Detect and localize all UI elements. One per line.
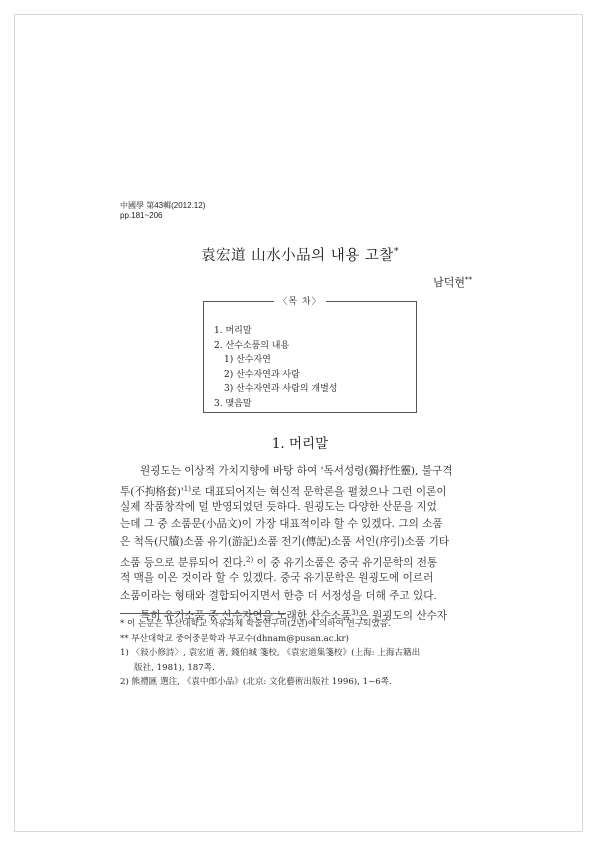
- body-line-text: 은 원굉도의 산수자: [358, 610, 448, 623]
- toc-subitem: 3) 산수자연과 사람의 개별성: [224, 384, 338, 395]
- body-line: [120, 481, 482, 499]
- footnote-ref: 3): [351, 609, 359, 618]
- journal-issue: 中國學 第43輯(2012.12): [120, 201, 206, 210]
- article-title: [0, 244, 600, 265]
- footnote-affiliation: ** 부산대학교 중어중문학과 부교수(dhnam@pusan.ac.kr): [120, 633, 349, 644]
- body-line-text: 특히 유기소품 중 산수자연을 노래한 산수소품: [140, 610, 352, 623]
- toc-item: 2. 산수소품의 내용: [214, 340, 290, 351]
- body-paragraphs: [120, 463, 482, 623]
- body-line: [120, 552, 482, 570]
- body-line: 은 척독(尺牘)소품 유기(游記)소품 전기(傳記)소품 서인(序引)소품 기타: [120, 536, 450, 549]
- journal-header: [120, 201, 205, 221]
- toc-subitem: 2) 산수자연과 사람: [224, 369, 300, 380]
- page-range: pp.181~206: [120, 211, 163, 220]
- body-line-text: 투(不拘格套)': [120, 485, 184, 498]
- footnote-1-continued: 版社, 1981), 187쪽.: [134, 662, 215, 673]
- body-line: 소품이라는 형태와 결합되어지면서 한층 더 서정성을 더해 주고 있다.: [120, 589, 437, 602]
- toc-list: [214, 324, 337, 412]
- section-heading: 1. 머리말: [271, 436, 329, 452]
- article-title-text: 袁宏道 山水小品의 내용 고찰: [201, 248, 394, 264]
- toc-item: 3. 맺음말: [214, 398, 252, 409]
- body-line: 적 맥을 이은 것이라 할 수 있겠다. 중국 유기문학은 원굉도에 이르러: [120, 571, 434, 584]
- author-name: [433, 274, 472, 290]
- toc-item: 1. 머리말: [214, 326, 252, 336]
- body-line-text: 이 중 유기소품은 중국 유기문학의 전통: [253, 556, 438, 569]
- title-footnote-mark: *: [393, 247, 399, 257]
- footnote-1: 1) 〈敍小修詩〉, 袁宏道 著, 錢伯城 箋校, 《袁宏道集箋校》(上海: 上海古籍出: [120, 648, 421, 658]
- body-line: 실제 작품창작에 덜 반영되었던 듯하다. 원굉도는 다양한 산문을 지었: [120, 500, 437, 513]
- body-line-text: 소품 등으로 분류되어 진다.: [120, 556, 247, 569]
- toc-caption: [0, 294, 600, 307]
- footnote-ref: 1): [183, 484, 191, 493]
- footnote-funding: * 이 논문은 부산대학교 자유과제 학술연구비(2년)에 의하여 연구되었음.: [120, 619, 391, 629]
- author-name-text: 남덕현: [433, 276, 465, 289]
- body-line-text: 로 대표되어지는 혁신적 문학론을 펼쳤으나 그런 이론이: [190, 485, 447, 498]
- toc-caption-text: 〈목 차〉: [274, 297, 325, 307]
- footnote-2: 2) 熊禮匯 選注, 《袁中郎小品》(北京: 文化藝術出版社 1996), 1~6쪽.: [120, 677, 392, 687]
- body-line: 원굉도는 이상적 가치지향에 바탕 하여 '독서성령(獨抒性靈), 불구격: [140, 465, 453, 477]
- footnote-divider: [120, 613, 286, 614]
- body-line: 는데 그 중 소품문(小品文)이 가장 대표적이라 할 수 있겠다. 그의 소품: [120, 518, 443, 531]
- page-border: [14, 14, 583, 832]
- toc-subitem: 1) 산수자연: [224, 355, 271, 366]
- footnote-ref: 2): [246, 555, 254, 564]
- author-footnote-mark: **: [465, 276, 472, 284]
- footnotes: [120, 617, 490, 690]
